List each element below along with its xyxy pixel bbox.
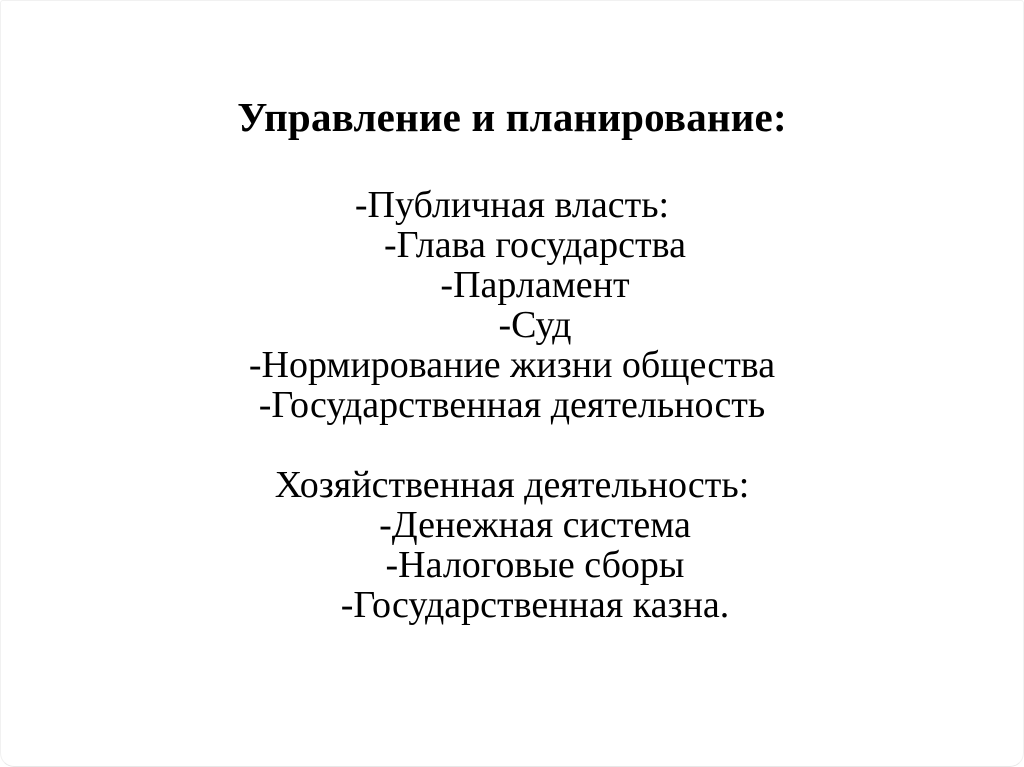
slide-text-block	[1, 1, 1023, 625]
bullet-line-state-activity: -Государственная деятельность	[258, 384, 766, 426]
spacer	[1, 137, 1023, 185]
bullet-line-parliament: -Парламент	[440, 264, 630, 306]
bullet-line-state-treasury: -Государственная казна.	[340, 584, 730, 626]
slide-title: Управление и планирование:	[237, 94, 787, 140]
spacer	[1, 425, 1023, 465]
section-heading-public-power: -Публичная власть:	[354, 184, 670, 226]
section-heading-economic-activity: Хозяйственная деятельность:	[274, 464, 750, 506]
bullet-line-head-of-state: -Глава государства	[384, 224, 686, 266]
bullet-line-monetary-system: -Денежная система	[379, 504, 691, 546]
bullet-line-court: -Суд	[498, 304, 572, 346]
bullet-line-society-norming: -Нормирование жизни общества	[248, 344, 776, 386]
bullet-line-tax-collections: -Налоговые сборы	[385, 544, 685, 586]
